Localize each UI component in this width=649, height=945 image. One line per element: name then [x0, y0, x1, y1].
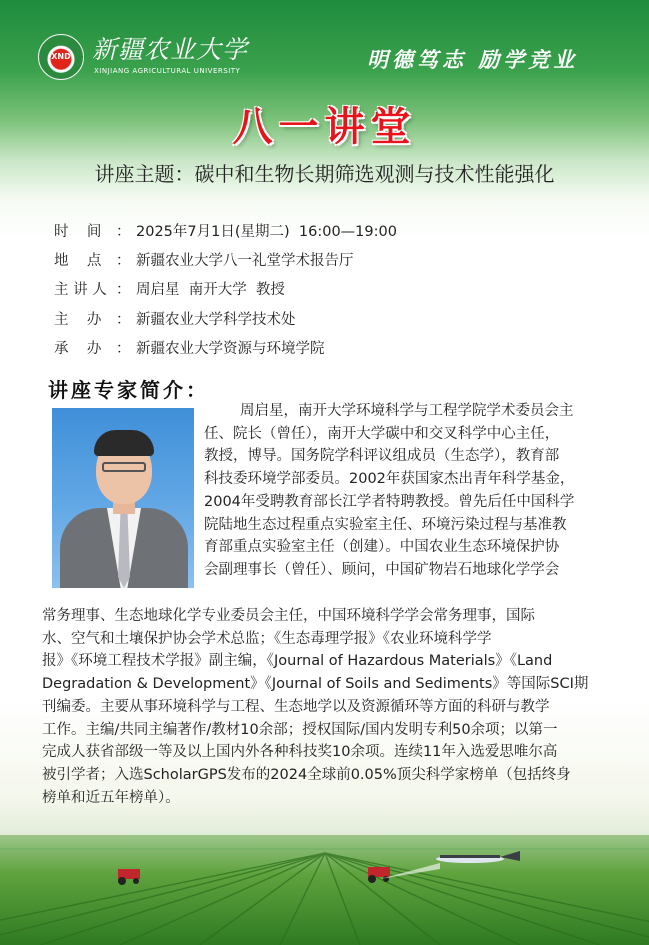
info-label: 地 点	[54, 253, 102, 269]
info-label: 主 办	[54, 312, 102, 328]
info-value: 2025年7月1日(星期二) 16:00—19:00	[136, 224, 397, 240]
info-colon: ：	[116, 224, 131, 240]
speaker-bio-bottom	[42, 605, 638, 809]
university-name-cn: 新疆农业大学	[92, 35, 249, 64]
university-name-en: XINJIANG AGRICULTURAL UNIVERSITY	[94, 67, 241, 75]
info-value: 新疆农业大学科学技术处	[136, 312, 296, 328]
bio-line: 任、院长（曾任），南开大学碳中和交叉科学中心主任，	[204, 425, 560, 442]
bio-line: 常务理事、生态地球化学专业委员会主任，中国环境科学学会常务理事，国际	[42, 608, 535, 624]
lecture-topic: 讲座主题：碳中和生物长期筛选观测与技术性能强化	[94, 162, 555, 186]
lecture-series-title: 八一讲堂	[232, 103, 417, 150]
motto: 明德笃志 励学竞业	[367, 48, 579, 72]
logo-text: XND	[51, 52, 71, 61]
info-value: 新疆农业大学八一礼堂学术报告厅	[136, 253, 354, 269]
bio-line: 被引学者；入选ScholarGPS发布的2024全球前0.05%顶尖科学家榜单（包括终身	[42, 766, 571, 783]
bio-line: 2004年受聘教育部长江学者特聘教授。曾先后任中国科学	[204, 493, 575, 510]
bio-line: 工作。主编/共同主编著作/教材10余部；授权国际/国内发明专利50余项；以第一	[42, 721, 558, 738]
bio-line: Degradation & Development》《Journal of Soils and Sediments》等国际SCI期	[42, 676, 589, 693]
university-logo	[38, 34, 84, 80]
info-colon: ：	[116, 253, 131, 269]
info-colon: ：	[116, 282, 131, 298]
info-value: 周启星 南开大学 教授	[136, 282, 285, 298]
info-colon: ：	[116, 341, 131, 357]
bio-line: 院陆地生态过程重点实验室主任、环境污染过程与基准教	[204, 516, 567, 533]
farmland-landscape	[0, 835, 649, 945]
info-label: 承 办	[54, 341, 102, 357]
bio-line: 会副理事长（曾任）、顾问，中国矿物岩石地球化学学会	[204, 561, 560, 578]
info-colon: ：	[116, 312, 131, 328]
bio-line: 育部重点实验室主任（创建）。中国农业生态环境保护协	[204, 539, 560, 556]
bio-line: 科技委环境学部委员。2002年获国家杰出青年科学基金，	[204, 471, 575, 488]
bio-line: 报》《环境工程技术学报》副主编，《Journal of Hazardous Materials》《Land	[42, 653, 553, 670]
bio-line: 完成人获省部级一等及以上国内外各种科技奖10余项。连续11年入选爱思唯尔高	[42, 744, 558, 761]
info-value: 新疆农业大学资源与环境学院	[136, 341, 325, 357]
bio-line: 水、空气和土壤保护协会学术总监；《生态毒理学报》《农业环境科学学	[42, 630, 492, 647]
bio-line: 榜单和近五年榜单）。	[42, 789, 180, 806]
info-label: 时 间	[54, 224, 102, 240]
speaker-bio-top	[204, 400, 636, 582]
bio-line: 教授，博导。国务院学科评议组成员（生态学），教育部	[204, 448, 560, 465]
bio-line: 周启星，南开大学环境科学与工程学院学术委员会主	[240, 403, 574, 419]
speaker-photo	[52, 408, 194, 588]
expert-intro-heading: 讲座专家简介：	[48, 378, 209, 402]
bio-line: 刊编委。主要从事环境科学与工程、生态地学以及资源循环等方面的科研与教学	[42, 698, 550, 715]
info-label: 主 讲 人	[54, 282, 107, 298]
